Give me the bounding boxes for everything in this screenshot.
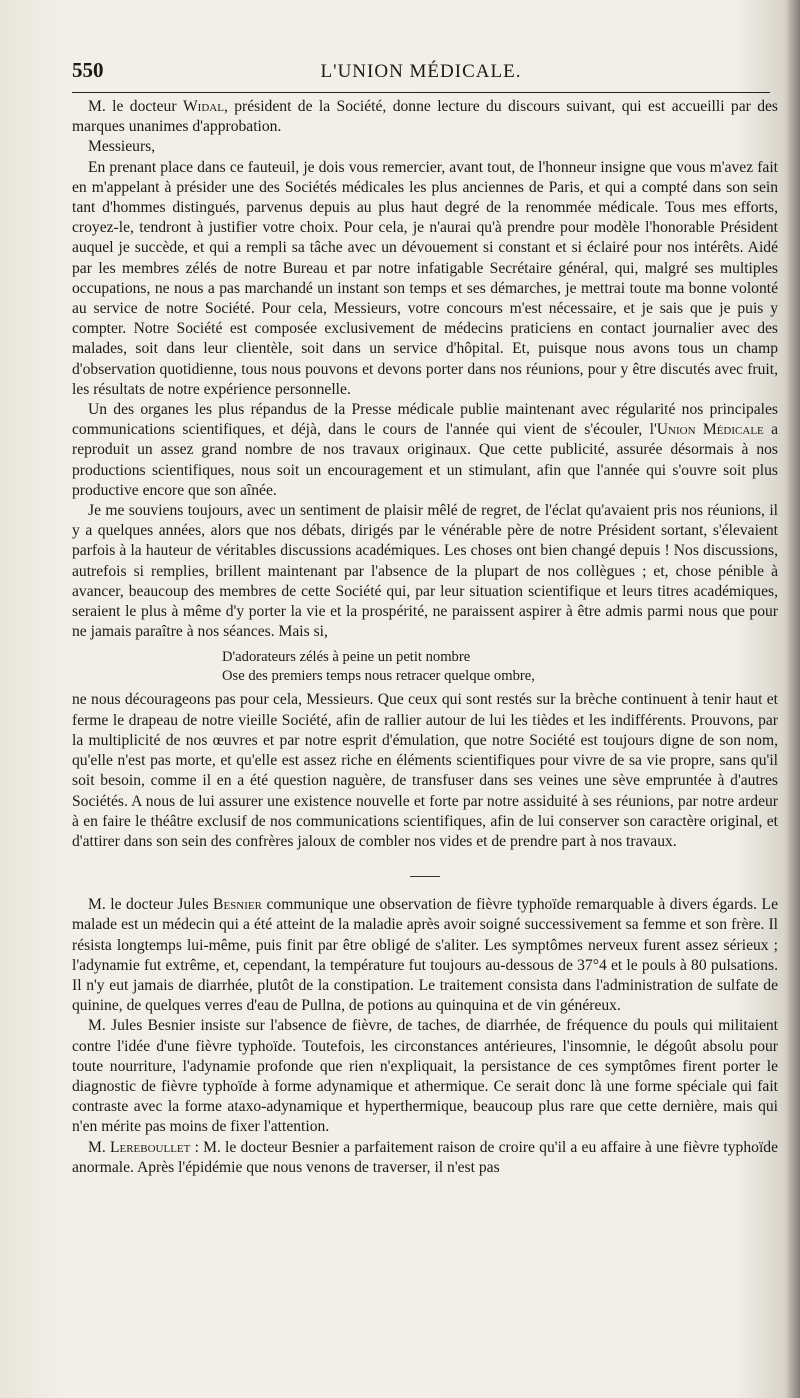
text-run: communique une observation de fièvre typhoïde remarquable à divers égards. Le malade est un médecin qui a été atteint de la maladie après avoir soigné successivement sa femme et son frère. Il résista longtemps lui-même, puis finit par être obligé de s'aliter. Les symptômes nerveux furent assez sérieux ; l'adynamie fut extrême, et, cependant, la température fut toujours au-dessous de 37°4 et le pouls à 80 pulsations. Il n'y eut jamais de diarrhée, plutôt de la constipation. Le traitement consista dans l'administration de sulfate de quinine, de quelques verres d'eau de Pullna, de potions au quinquina et de vin généreux. — [72, 896, 778, 1015]
paragraph-widal-intro — [72, 97, 778, 137]
paragraph-speech-1: En prenant place dans ce fauteuil, je dois vous remercier, avant tout, de l'honneur insigne que vous m'avez fait en m'appelant à présider une des Sociétés médicales les plus anciennes de Paris, et qui a compté dans son sein tant d'hommes distingués, parvenus depuis au plus haut degré de la renommée médicale. Tous mes efforts, croyez-le, tendront à justifier votre choix. Pour cela, je n'aurai qu'à prendre pour modèle l'honorable Président auquel je succède, et qui a rempli sa tâche avec un dévouement si constant et si éclairé pour nos intérêts. Aidé par les membres zélés de notre Bureau et par notre infatigable Secrétaire général, qui, malgré ses multiples occupations, ne nous a pas marchandé un instant son temps et ses démarches, je mettrai toute ma bonne volonté au service de notre Société. Pour cela, Messieurs, votre concours m'est nécessaire, et je sais que je puis y compter. Notre Société est composée exclusivement de médecins praticiens en contact journalier avec des malades, soit dans leur clientèle, soit dans un service d'hôpital. Et, puisque nous avons tous un champ d'observation quotidienne, tous nous pouvons et devons porter dans nos réunions, pour y être discutés avec fruit, les résultats de notre expérience personnelle. — [72, 158, 778, 398]
text-run: a reproduit un assez grand nombre de nos travaux originaux. Que cette publicité, assurée désormais à nos productions scientifiques, nous soit un encouragement et un stimulant, afin que l'année qui s'ouvre soit plus productive encore que son aînée. — [72, 421, 778, 499]
paragraph-speech-4: ne nous décourageons pas pour cela, Messieurs. Que ceux qui sont restés sur la brèche continuent à tenir haut et ferme le drapeau de notre vieille Société, afin de rallier autour de lui les tièdes et les indifférents. Prouvons, par la multiplicité de nos œuvres et par notre esprit d'émulation, que notre Société est toujours digne de son nom, qu'elle n'est pas morte, et qu'elle est assez riche en éléments scientifiques pour vivre de sa vie propre, sans qu'il soit besoin, comme il en a été question naguère, de transfuser dans ses veines une sève empruntée à d'autres Sociétés. A nous de lui assurer une existence nouvelle et forte par notre assiduité à ses réunions, par notre ardeur à en faire le théâtre exclusif de nos communications scientifiques, afin de lui conserver son caractère original, et d'attirer dans son sein des confrères jaloux de combler nos vides et de prendre part à nos travaux. — [72, 691, 778, 850]
author-name-lereboullet: M. Lereboullet — [88, 1138, 191, 1156]
article-body — [72, 97, 778, 1178]
paragraph-besnier-discussion: M. Jules Besnier insiste sur l'absence de fièvre, de taches, de diarrhée, de fréquence du pouls qui militaient contre l'idée d'une fièvre typhoïde. Toutefois, les circonstances antérieures, l'insomnie, le dégoût absolu pour toute nourriture, l'adynamie profonde que rien n'expliquait, la persistance de ces symptômes firent porter le diagnostic de fièvre typhoïde à forme adynamique et athermique. Ce serait donc là une forme spéciale qui fait contraste avec la forme ataxo-adynamique et hyperthermique, beaucoup plus rare que cette dernière, mais qui n'en mérite pas moins de fixer l'attention. — [72, 1017, 778, 1136]
paragraph-speech-2 — [72, 400, 778, 501]
verse-line: Ose des premiers temps nous retracer quelque ombre, — [222, 668, 535, 685]
text-run: M. le docteur Jules — [88, 896, 214, 914]
verse-line: D'adorateurs zélés à peine un petit nombre — [222, 649, 471, 666]
text-run: M. le docteur — [88, 98, 183, 115]
verse-quote — [72, 648, 778, 686]
text-run: : M. le docteur Besnier a parfaitement raison de croire qu'il a eu affaire à une fièvre typhoïde anormale. Après l'épidémie que nous venons de traverser, il n'est pas — [72, 1138, 778, 1176]
page-number: 550 — [72, 58, 104, 82]
running-title: L'UNION MÉDICALE. — [320, 61, 522, 82]
page-header — [72, 58, 770, 93]
text-run: , président de la Société, donne lecture du discours suivant, qui est accueilli par des marques unanimes d'approbation. — [72, 98, 778, 136]
author-name-widal: Widal — [182, 98, 224, 115]
text-run: Un des organes les plus répandus de la Presse médicale publie maintenant avec régularité nos principales communications scientifiques, et déjà, dans le cours de l'année qui vient de s'écouler, l' — [72, 401, 778, 439]
journal-name: Union Médicale — [656, 421, 764, 439]
page-edge-shadow — [786, 0, 800, 1398]
salutation: Messieurs, — [88, 138, 156, 156]
paragraph-speech-3: Je me souviens toujours, avec un sentiment de plaisir mêlé de regret, de l'éclat qu'avaient pris nos réunions, il y a quelques années, alors que nos débats, dirigés par le vénérable père de notre Président sortant, s'élevaient parfois à la hauteur de véritables discussions académiques. Les choses ont bien changé depuis ! Nos discussions, autrefois si remplies, brillent maintenant par l'absence de la plupart de nos collègues ; et, chose pénible à avancer, beaucoup des membres de cette Société qui, par leur situation scientifique et leurs titres académiques, seraient le plus à même d'y porter la vie et la prospérité, ne paraissent aspirer à être admis parmi nous que pour ne jamais paraître à nos séances. Mais si, — [72, 502, 778, 641]
author-name-besnier: Besnier — [213, 896, 262, 914]
section-separator — [410, 876, 440, 877]
paragraph-lereboullet — [72, 1138, 778, 1178]
paragraph-besnier-observation — [72, 895, 778, 1016]
